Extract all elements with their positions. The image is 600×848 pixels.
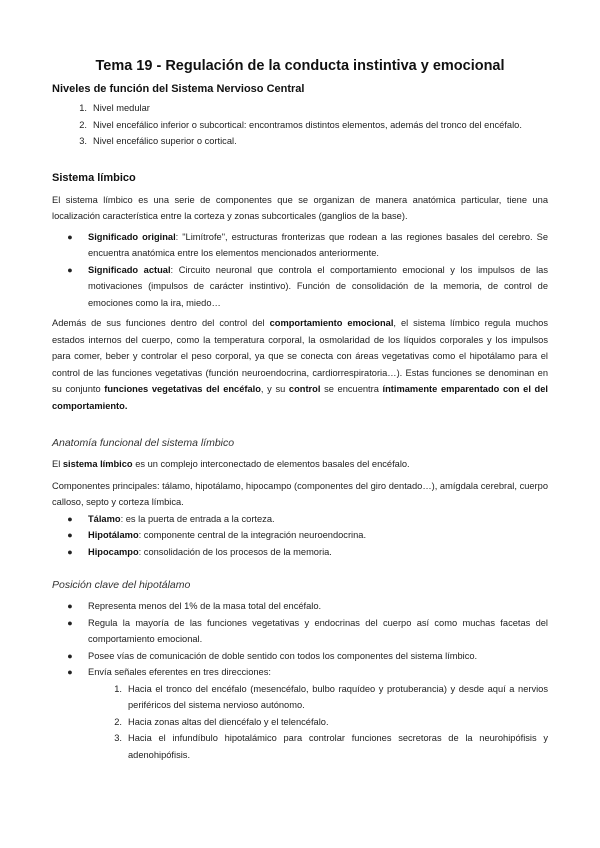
bullet-icon: ● (67, 617, 73, 628)
bullet-icon: ● (67, 231, 73, 242)
levels-list (52, 100, 548, 150)
list-item: ● Hipocampo: consolidación de los procesos de la memoria. (52, 544, 548, 561)
list-item: ● Envía señales eferentes en tres direcciones: (52, 664, 548, 681)
list-item: ● Posee vías de comunicación de doble sentido con todos los componentes del sistema límbico. (52, 648, 548, 665)
limbic-heading: Sistema límbico (52, 171, 136, 184)
list-item: 2. Nivel encefálico inferior o subcortical: encontramos distintos elementos, además del tronco del encéfalo. (79, 119, 522, 130)
page-title: Tema 19 - Regulación de la conducta instintiva y emocional (95, 58, 505, 74)
list-item: 3. Hacia el infundíbulo hipotalámico para controlar funciones secretoras de la neurohipófisis y adenohipófisis. (114, 733, 548, 760)
bullet-icon: ● (67, 650, 73, 661)
limbic-paragraph: Además de sus funciones dentro del control del comportamiento emocional, el sistema límbico regula muchos estados internos del cuerpo, como la temperatura corporal, la osmolaridad de los líquidos corporales y los impulsos para comer, beber y controlar el peso corporal, ya que se conecta con áreas vegetativas como el hipotálamo para el control de las funciones vegetativas (función neuroendocrina, cardiorrespiratoria…). Estas funciones se denominan en su conjunto funciones vegetativas del encéfalo, y su control se encuentra íntimamente emparentado con el del comportamiento. (52, 318, 548, 411)
bullet-icon: ● (67, 546, 73, 557)
list-item: ● Hipotálamo: componente central de la integración neuroendocrina. (52, 527, 548, 544)
bullet-icon: ● (67, 601, 73, 611)
bullet-icon: ● (67, 513, 73, 524)
anatomy-paragraph-2: Componentes principales: tálamo, hipotálamo, hipocampo (componentes del giro dentado…), amígdala cerebral, cuerpo calloso, septo y corteza límbica. (52, 480, 548, 507)
list-item: ● Representa menos del 1% de la masa total del encéfalo. (52, 598, 548, 615)
meanings-list (52, 229, 548, 312)
levels-heading: Niveles de función del Sistema Nervioso Central (52, 83, 305, 95)
list-item: ● Significado actual: Circuito neuronal que controla el comportamiento emocional y los impulsos de las motivaciones (impulsos de carácter instintivo). Función de consolidación de la memoria, de control de emociones como la ira, miedo… (52, 262, 548, 312)
hypothalamus-heading: Posición clave del hipotálamo (52, 579, 191, 591)
bullet-icon: ● (67, 667, 73, 677)
list-item: 1. Nivel medular (79, 103, 150, 113)
list-item: ● Significado original: "Limítrofe", estructuras fronterizas que rodean a las regiones basales del cerebro. Se encuentra anatómica entre los elementos mencionados anteriormente. (52, 229, 548, 262)
anatomy-paragraph-1: El sistema límbico es un complejo interconectado de elementos basales del encéfalo. (52, 459, 410, 469)
bullet-icon: ● (67, 264, 73, 275)
hypothalamus-list (52, 598, 548, 681)
anatomy-heading: Anatomía funcional del sistema límbico (52, 437, 235, 449)
components-list (52, 511, 548, 561)
list-item: 3. Nivel encefálico superior o cortical. (79, 136, 237, 146)
list-item: ● Regula la mayoría de las funciones vegetativas y endocrinas del cuerpo así como muchas facetas del comportamiento emocional. (52, 615, 548, 648)
bullet-icon: ● (67, 530, 73, 540)
directions-list (52, 681, 548, 764)
list-item: ● Tálamo: es la puerta de entrada a la corteza. (52, 511, 548, 528)
limbic-intro: El sistema límbico es una serie de componentes que se organizan de manera anatómica particular, tiene una localización característica entre la corteza y zonas subcorticales (ganglios de la base). (52, 194, 548, 221)
list-item: 1. Hacia el tronco del encéfalo (mesencéfalo, bulbo raquídeo y protuberancia) y desde aquí a nervios periféricos del sistema nervioso autónomo. (114, 683, 548, 710)
list-item: 2. Hacia zonas altas del diencéfalo y el telencéfalo. (114, 716, 329, 727)
